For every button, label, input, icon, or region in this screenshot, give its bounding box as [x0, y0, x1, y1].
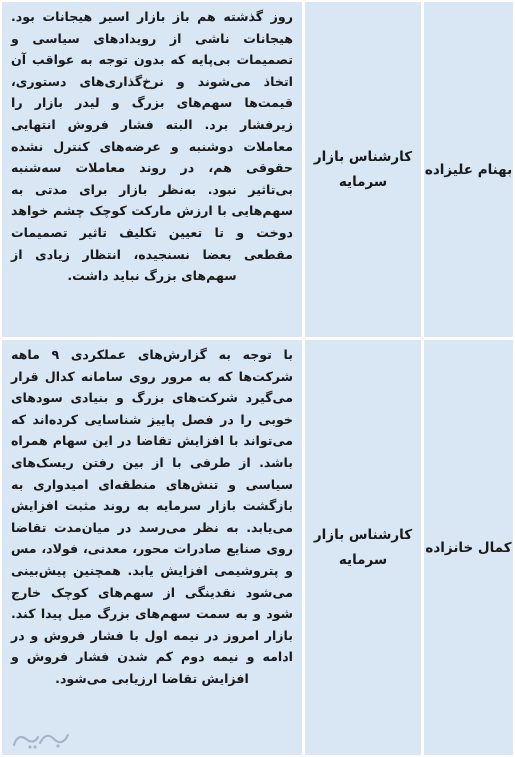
expert-role: کارشناس بازار سرمایه: [313, 148, 413, 190]
expert-name: کمال خانزاده: [425, 539, 512, 556]
expert-name-cell: [424, 340, 513, 755]
expert-opinion-cell: [2, 2, 302, 337]
expert-opinion-cell: [2, 340, 302, 755]
expert-role-cell: [305, 340, 421, 755]
expert-opinion-text: با توجه به گزارش‌های عملکردی ۹ ماهه شرکت‌ها که به مرور روی سامانه کدال قرار می‌گیرد شرکت‌های بزرگ و بنیادی سودهای خوبی را در فصل پاییز شناسایی کرده‌اند که می‌تواند با افزایش تقاضا در این سهام همراه باشد. از طرفی با از بین رفتن ریسک‌های سیاسی و تنش‌های منطقه‌ای امیدواری به بازگشت بازار سرمایه به روند مثبت افزایش می‌یابد. به نظر می‌رسد در میان‌مدت تقاضا روی صنایع صادرات محور، معدنی، فولاد، مس و پتروشیمی افزایش یابد. همچنین پیش‌بینی می‌شود نقدینگی از سهم‌های کوچک خارج شود و به سمت سهم‌های بزرگ میل پیدا کند. بازار امروز در نیمه اول با فشار فروش و در ادامه و نیمه دوم کم شدن فشار فروش و افزایش تقاضا ارزیابی می‌شود.: [11, 347, 293, 686]
table-row: [2, 340, 513, 755]
expert-opinions-table: [2, 2, 513, 755]
expert-name-cell: [424, 2, 513, 337]
expert-opinion-text: روز گذشته هم باز بازار اسیر هیجانات بود. هیجانات ناشی از رویدادهای سیاسی و تصمیمات بی‌پایه که بدون توجه به عواقب آن اتخاذ می‌شوند و نرخ‌گذاری‌های دستوری، قیمت‌ها سهم‌های بزرگ و لیدر بازار را زیرفشار برد. البته فشار فروش انتهایی معاملات دوشنبه و عرضه‌های کنترل نشده حقوقی هم، در روند معاملات سه‌شنبه بی‌تاثیر نبود. به‌نظر بازار برای مدتی به سهم‌هایی با ارزش مارکت کوچک چشم خواهد دوخت و تا تعیین تکلیف تاثیر تصمیمات مقطعی بعضا نسنجیده، انتظار زیادی از سهم‌های بزرگ نباید داشت.: [11, 9, 293, 284]
site-logo-icon: [8, 725, 72, 753]
expert-role-cell: [305, 2, 421, 337]
table-row: [2, 2, 513, 337]
expert-name: بهنام علیزاده: [424, 161, 513, 178]
expert-role: کارشناس بازار سرمایه: [313, 526, 413, 568]
